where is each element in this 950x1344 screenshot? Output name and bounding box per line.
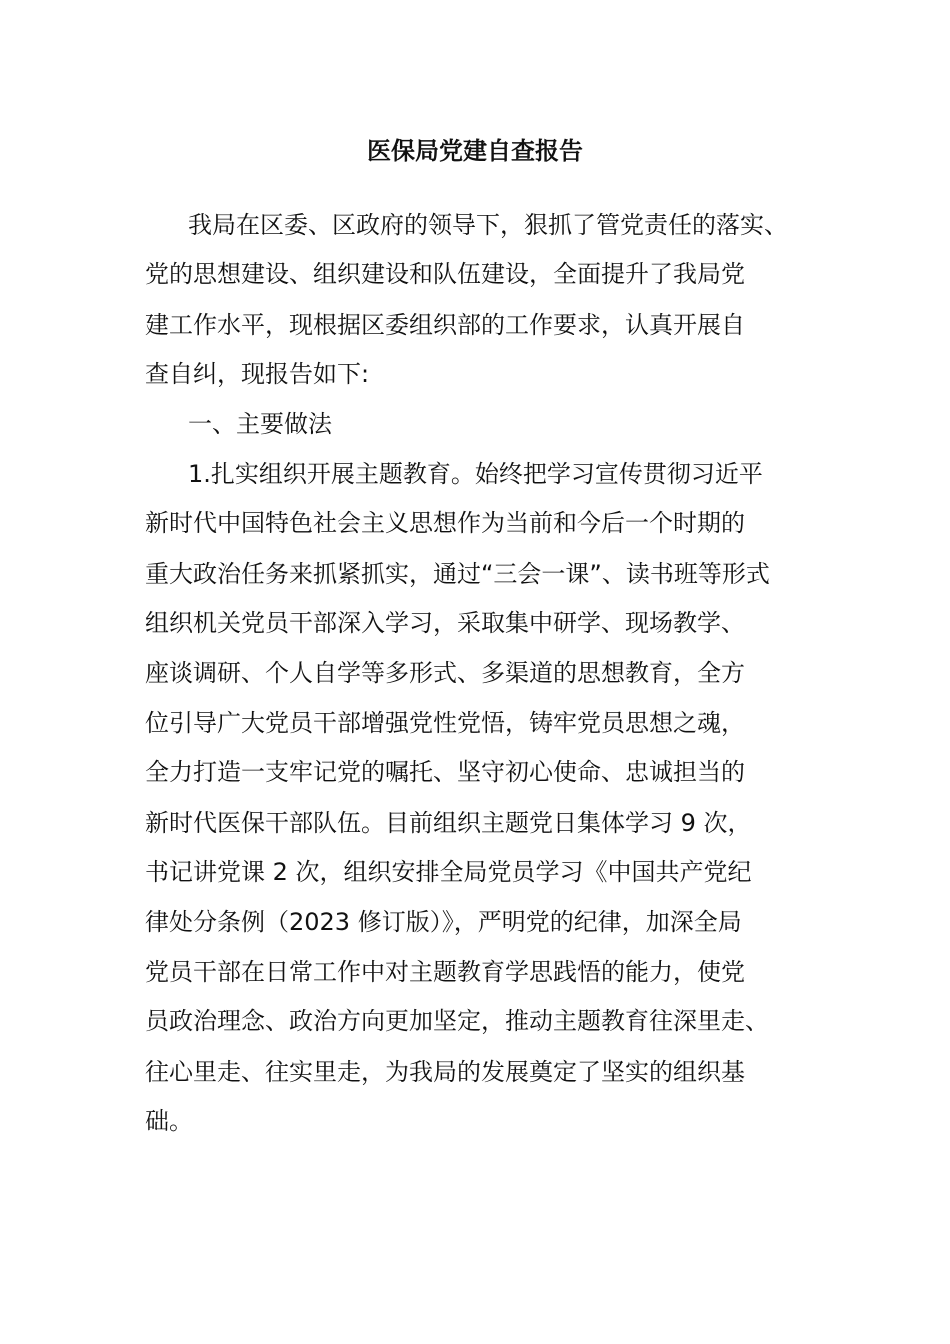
text-line: 全力打造一支牢记党的嘱托、坚守初心使命、忠诚担当的 [145, 758, 745, 786]
text-line: 新时代中国特色社会主义思想作为当前和今后一个时期的 [145, 509, 745, 537]
text-line: 础。 [145, 1107, 193, 1135]
text-line: 我局在区委、区政府的领导下，狠抓了管党责任的落实、 [188, 211, 788, 239]
text-line: 党的思想建设、组织建设和队伍建设，全面提升了我局党 [145, 260, 745, 288]
text-line: 1.扎实组织开展主题教育。始终把学习宣传贯彻习近平 [188, 460, 763, 488]
text-line: 位引导广大党员干部增强党性党悟，铸牢党员思想之魂， [145, 709, 745, 737]
text-line: 新时代医保干部队伍。目前组织主题党日集体学习 9 次， [145, 809, 752, 837]
document-title: 医保局党建自查报告 [367, 137, 583, 165]
text-line: 员政治理念、政治方向更加坚定，推动主题教育往深里走、 [145, 1007, 769, 1035]
text-line: 建工作水平，现根据区委组织部的工作要求，认真开展自 [145, 311, 745, 339]
text-line: 书记讲党课 2 次，组织安排全局党员学习《中国共产党纪 [145, 858, 752, 886]
text-line: 座谈调研、个人自学等多形式、多渠道的思想教育，全方 [145, 659, 745, 687]
text-line: 党员干部在日常工作中对主题教育学思践悟的能力，使党 [145, 958, 745, 986]
text-line: 组织机关党员干部深入学习，采取集中研学、现场教学、 [145, 609, 745, 637]
text-line: 往心里走、往实里走，为我局的发展奠定了坚实的组织基 [145, 1058, 745, 1086]
text-line: 重大政治任务来抓紧抓实，通过“三会一课”、读书班等形式 [145, 560, 770, 588]
text-line: 律处分条例（2023 修订版）》，严明党的纪律，加深全局 [145, 908, 742, 936]
section-heading: 一、主要做法 [188, 410, 332, 438]
text-line: 查自纠，现报告如下: [145, 360, 370, 388]
